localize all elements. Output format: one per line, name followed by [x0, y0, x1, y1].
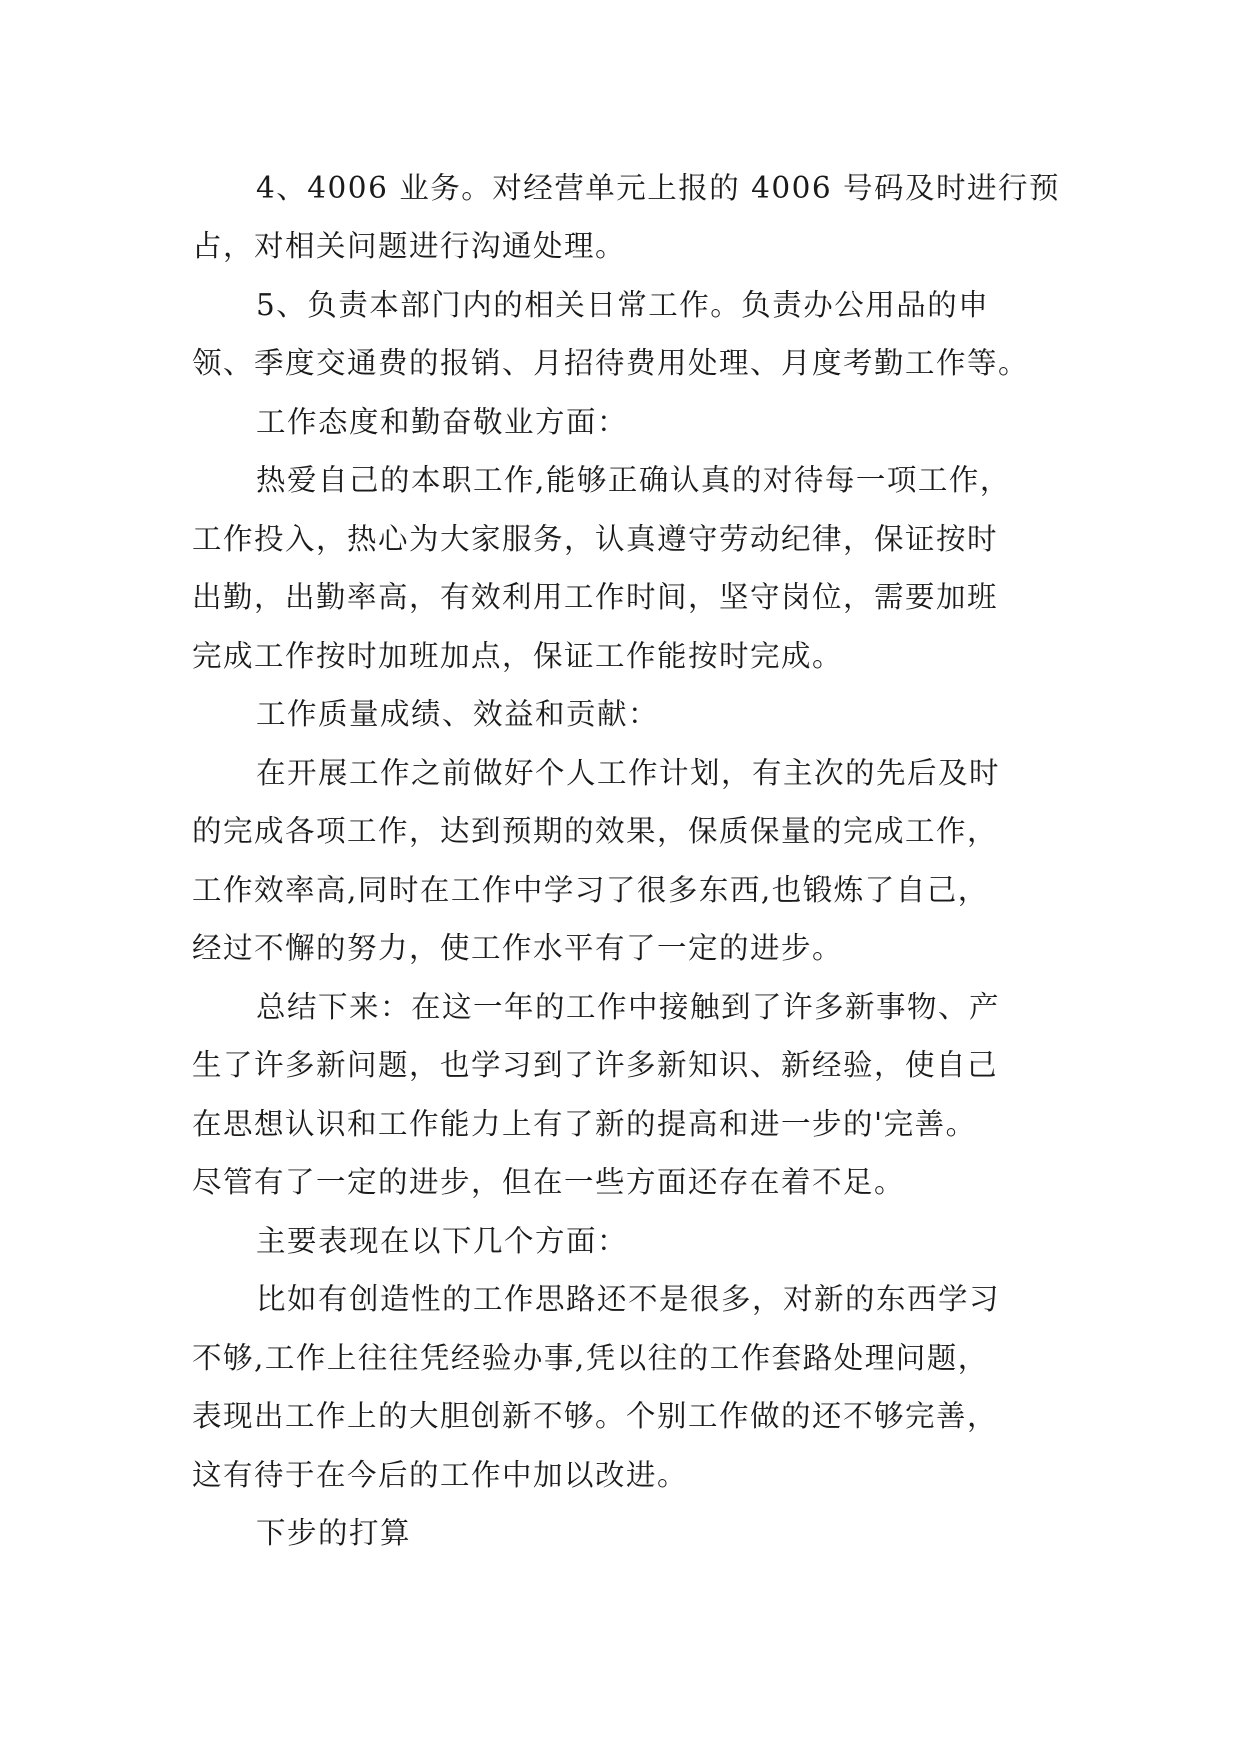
- section-heading-work-quality: 工作质量成绩、效益和贡献：: [256, 697, 660, 731]
- section-heading-work-attitude: 工作态度和勤奋敬业方面：: [256, 405, 629, 439]
- paragraph-work-attitude-line-4: 完成工作按时加班加点，保证工作能按时完成。: [192, 639, 844, 673]
- paragraph-summary-line-4: 尽管有了一定的进步，但在一些方面还存在着不足。: [192, 1165, 906, 1199]
- paragraph-daily-work-line-1: 5、负责本部门内的相关日常工作。负责办公用品的申: [256, 288, 990, 322]
- paragraph-4006-business-line-1: 4、4006 业务。对经营单元上报的 4006 号码及时进行预: [256, 171, 1061, 205]
- paragraph-work-quality-line-2: 的完成各项工作，达到预期的效果，保质保量的完成工作，: [192, 814, 999, 848]
- section-heading-shortcomings: 主要表现在以下几个方面：: [256, 1224, 629, 1258]
- paragraph-shortcomings-line-1: 比如有创造性的工作思路还不是很多，对新的东西学习: [256, 1282, 1001, 1316]
- paragraph-work-attitude-line-3: 出勤，出勤率高，有效利用工作时间，坚守岗位，需要加班: [192, 580, 999, 614]
- paragraph-work-attitude-line-2: 工作投入，热心为大家服务，认真遵守劳动纪律，保证按时: [192, 522, 999, 556]
- paragraph-work-attitude-line-1: 热爱自己的本职工作,能够正确认真的对待每一项工作，: [256, 463, 1011, 497]
- paragraph-shortcomings-line-2: 不够,工作上往往凭经验办事,凭以往的工作套路处理问题，: [192, 1341, 989, 1375]
- paragraph-daily-work-line-2: 领、季度交通费的报销、月招待费用处理、月度考勤工作等。: [192, 346, 1030, 380]
- paragraph-summary-line-1: 总结下来：在这一年的工作中接触到了许多新事物、产: [256, 990, 1001, 1024]
- paragraph-4006-business-line-2: 占，对相关问题进行沟通处理。: [192, 229, 627, 263]
- paragraph-shortcomings-line-3: 表现出工作上的大胆创新不够。个别工作做的还不够完善，: [192, 1399, 999, 1433]
- paragraph-summary-line-2: 生了许多新问题，也学习到了许多新知识、新经验，使自己: [192, 1048, 999, 1082]
- paragraph-work-quality-line-1: 在开展工作之前做好个人工作计划，有主次的先后及时: [256, 756, 1001, 790]
- paragraph-work-quality-line-4: 经过不懈的努力，使工作水平有了一定的进步。: [192, 931, 844, 965]
- paragraph-summary-line-3: 在思想认识和工作能力上有了新的提高和进一步的'完善。: [192, 1107, 977, 1141]
- section-heading-next-steps: 下步的打算: [256, 1516, 412, 1550]
- paragraph-work-quality-line-3: 工作效率高,同时在工作中学习了很多东西,也锻炼了自己，: [192, 873, 989, 907]
- paragraph-shortcomings-line-4: 这有待于在今后的工作中加以改进。: [192, 1458, 689, 1492]
